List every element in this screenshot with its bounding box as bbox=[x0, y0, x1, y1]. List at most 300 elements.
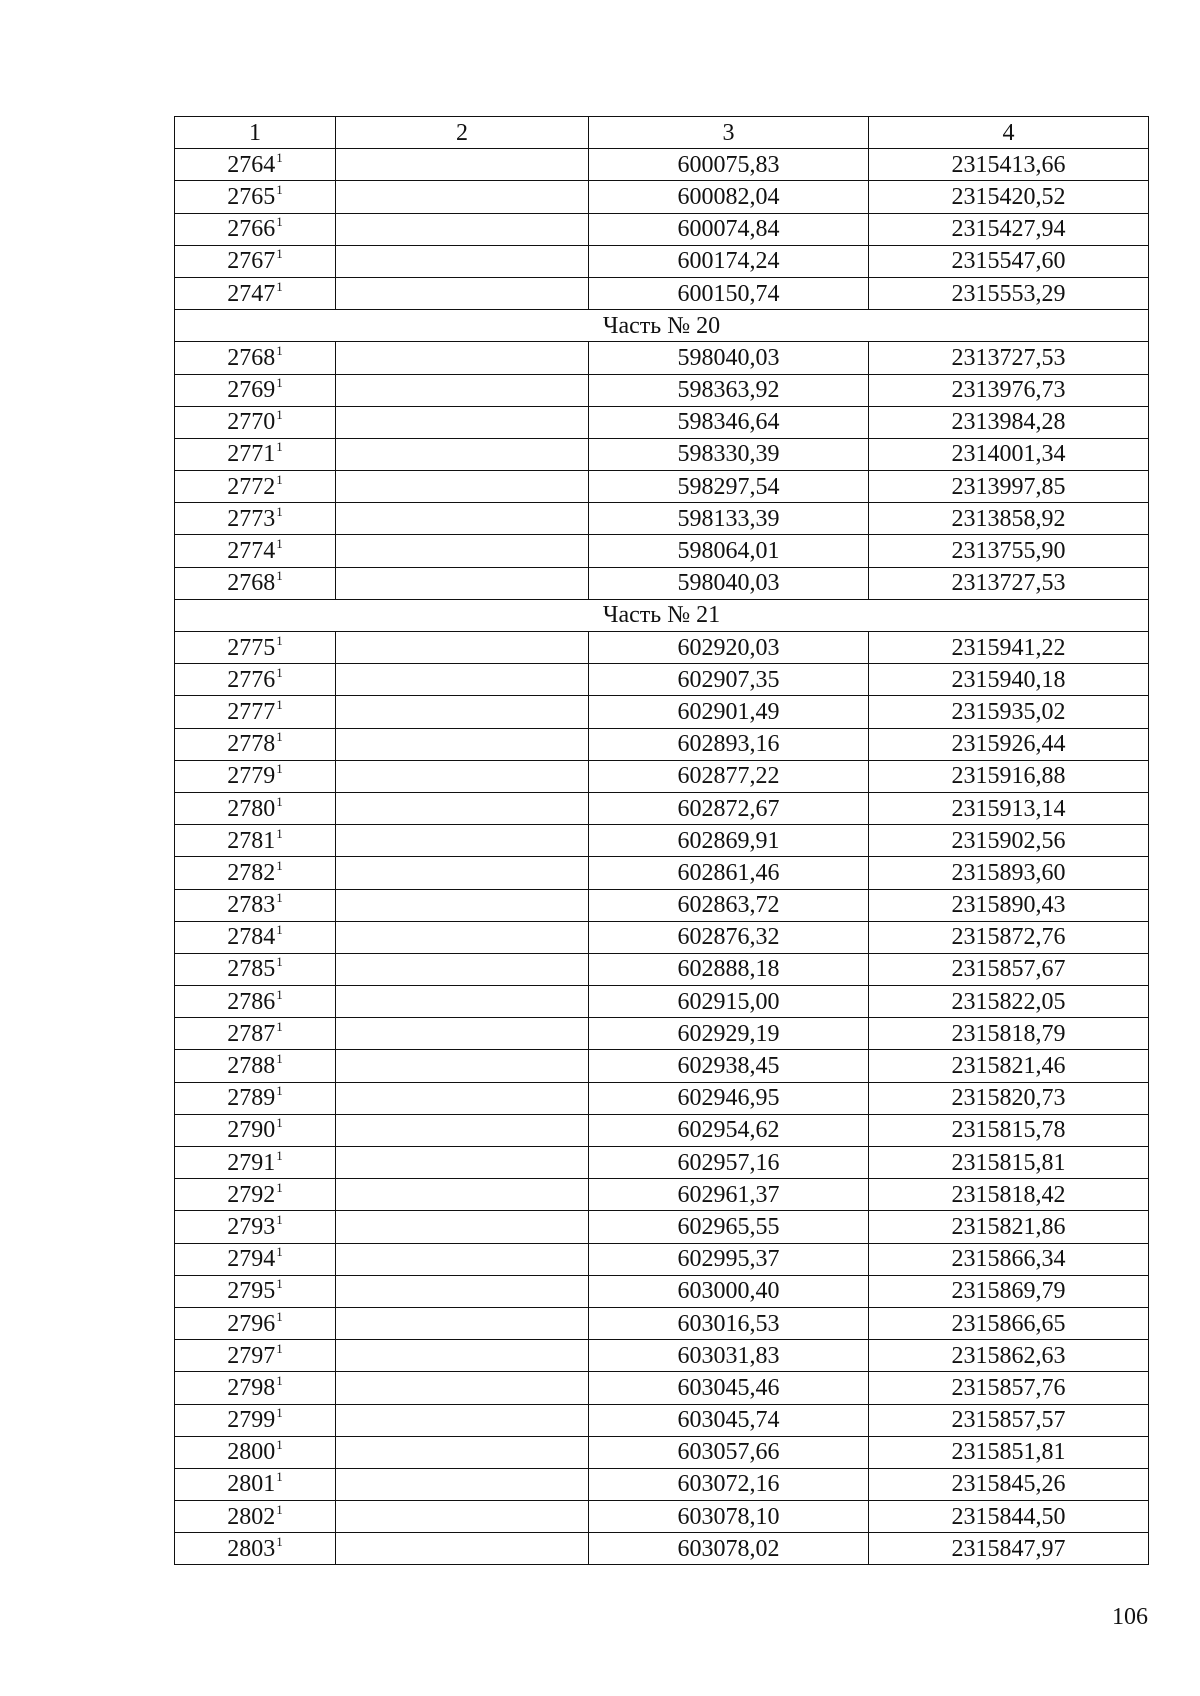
cell-col-3: 602938,45 bbox=[589, 1050, 869, 1082]
cell-col-2 bbox=[336, 181, 589, 213]
cell-col-3: 603016,53 bbox=[589, 1307, 869, 1339]
point-number: 2768 bbox=[227, 570, 276, 597]
cell-col-4: 2315866,65 bbox=[869, 1307, 1149, 1339]
table-row bbox=[175, 503, 1149, 535]
point-number: 2784 bbox=[227, 924, 276, 951]
cell-col-2 bbox=[336, 471, 589, 503]
cell-point-number bbox=[175, 1147, 336, 1179]
cell-col-3: 603057,66 bbox=[589, 1436, 869, 1468]
point-number-superscript: 1 bbox=[276, 922, 283, 938]
cell-point-number bbox=[175, 921, 336, 953]
cell-point-number bbox=[175, 728, 336, 760]
header-col-2: 2 bbox=[336, 117, 589, 149]
point-number-superscript: 1 bbox=[276, 1051, 283, 1067]
cell-point-number bbox=[175, 1436, 336, 1468]
table-row bbox=[175, 1147, 1149, 1179]
header-col-4: 4 bbox=[869, 117, 1149, 149]
cell-col-4: 2313976,73 bbox=[869, 374, 1149, 406]
cell-col-2 bbox=[336, 760, 589, 792]
cell-col-3: 602869,91 bbox=[589, 825, 869, 857]
point-number: 2767 bbox=[227, 248, 276, 275]
table-row bbox=[175, 1050, 1149, 1082]
cell-col-4: 2315926,44 bbox=[869, 728, 1149, 760]
point-number-superscript: 1 bbox=[276, 149, 283, 165]
point-number-superscript: 1 bbox=[276, 793, 283, 809]
cell-col-3: 598346,64 bbox=[589, 406, 869, 438]
cell-point-number bbox=[175, 1404, 336, 1436]
cell-col-4: 2315427,94 bbox=[869, 213, 1149, 245]
point-number: 2772 bbox=[227, 473, 276, 500]
point-number-superscript: 1 bbox=[276, 664, 283, 680]
cell-col-2 bbox=[336, 728, 589, 760]
point-number-superscript: 1 bbox=[276, 1018, 283, 1034]
cell-point-number bbox=[175, 1468, 336, 1500]
point-number: 2790 bbox=[227, 1117, 276, 1144]
point-number-superscript: 1 bbox=[276, 214, 283, 230]
cell-col-2 bbox=[336, 986, 589, 1018]
header-col-1: 1 bbox=[175, 117, 336, 149]
cell-point-number bbox=[175, 825, 336, 857]
cell-col-2 bbox=[336, 953, 589, 985]
cell-col-3: 598297,54 bbox=[589, 471, 869, 503]
cell-col-4: 2315845,26 bbox=[869, 1468, 1149, 1500]
cell-col-2 bbox=[336, 1372, 589, 1404]
cell-point-number bbox=[175, 1082, 336, 1114]
cell-col-3: 602907,35 bbox=[589, 664, 869, 696]
point-number-superscript: 1 bbox=[276, 1244, 283, 1260]
point-number: 2778 bbox=[227, 731, 276, 758]
point-number-superscript: 1 bbox=[276, 696, 283, 712]
point-number-superscript: 1 bbox=[276, 568, 283, 584]
table-row bbox=[175, 1275, 1149, 1307]
cell-point-number bbox=[175, 503, 336, 535]
table-row bbox=[175, 181, 1149, 213]
cell-point-number bbox=[175, 986, 336, 1018]
cell-col-2 bbox=[336, 213, 589, 245]
table-row bbox=[175, 632, 1149, 664]
point-number-superscript: 1 bbox=[276, 825, 283, 841]
cell-col-2 bbox=[336, 1468, 589, 1500]
cell-col-2 bbox=[336, 1114, 589, 1146]
cell-col-3: 603078,02 bbox=[589, 1533, 869, 1565]
cell-col-2 bbox=[336, 1275, 589, 1307]
cell-point-number bbox=[175, 1340, 336, 1372]
coordinates-table bbox=[174, 116, 1149, 1565]
point-number: 2771 bbox=[227, 441, 276, 468]
cell-point-number bbox=[175, 149, 336, 181]
cell-col-2 bbox=[336, 1533, 589, 1565]
cell-col-3: 602872,67 bbox=[589, 792, 869, 824]
cell-col-2 bbox=[336, 277, 589, 309]
cell-col-4: 2313755,90 bbox=[869, 535, 1149, 567]
table-row bbox=[175, 406, 1149, 438]
cell-col-3: 598064,01 bbox=[589, 535, 869, 567]
cell-col-4: 2315413,66 bbox=[869, 149, 1149, 181]
cell-col-3: 602929,19 bbox=[589, 1018, 869, 1050]
table-row bbox=[175, 149, 1149, 181]
cell-col-4: 2315857,76 bbox=[869, 1372, 1149, 1404]
point-number: 2801 bbox=[227, 1471, 276, 1498]
section-title: Часть № 20 bbox=[175, 310, 1149, 342]
cell-point-number bbox=[175, 567, 336, 599]
point-number-superscript: 1 bbox=[276, 342, 283, 358]
cell-col-4: 2315890,43 bbox=[869, 889, 1149, 921]
point-number-superscript: 1 bbox=[276, 1501, 283, 1517]
cell-col-2 bbox=[336, 438, 589, 470]
cell-col-4: 2313727,53 bbox=[869, 342, 1149, 374]
cell-col-3: 598133,39 bbox=[589, 503, 869, 535]
point-number-superscript: 1 bbox=[276, 1372, 283, 1388]
point-number-superscript: 1 bbox=[276, 503, 283, 519]
cell-col-2 bbox=[336, 535, 589, 567]
point-number-superscript: 1 bbox=[276, 1308, 283, 1324]
cell-col-3: 603000,40 bbox=[589, 1275, 869, 1307]
cell-point-number bbox=[175, 277, 336, 309]
point-number: 2780 bbox=[227, 795, 276, 822]
cell-col-4: 2315872,76 bbox=[869, 921, 1149, 953]
point-number: 2782 bbox=[227, 859, 276, 886]
cell-col-2 bbox=[336, 921, 589, 953]
point-number: 2795 bbox=[227, 1278, 276, 1305]
cell-col-4: 2315857,57 bbox=[869, 1404, 1149, 1436]
cell-col-4: 2314001,34 bbox=[869, 438, 1149, 470]
cell-col-2 bbox=[336, 1179, 589, 1211]
table-row bbox=[175, 342, 1149, 374]
cell-col-4: 2315553,29 bbox=[869, 277, 1149, 309]
coordinates-table-body bbox=[175, 149, 1149, 1565]
cell-point-number bbox=[175, 342, 336, 374]
table-row bbox=[175, 1179, 1149, 1211]
cell-col-2 bbox=[336, 664, 589, 696]
cell-col-3: 602863,72 bbox=[589, 889, 869, 921]
cell-col-4: 2315822,05 bbox=[869, 986, 1149, 1018]
cell-col-4: 2313727,53 bbox=[869, 567, 1149, 599]
cell-col-3: 603045,74 bbox=[589, 1404, 869, 1436]
cell-col-3: 603031,83 bbox=[589, 1340, 869, 1372]
point-number: 2798 bbox=[227, 1374, 276, 1401]
cell-col-3: 600174,24 bbox=[589, 245, 869, 277]
cell-point-number bbox=[175, 1501, 336, 1533]
cell-point-number bbox=[175, 1372, 336, 1404]
table-row bbox=[175, 921, 1149, 953]
cell-col-2 bbox=[336, 1050, 589, 1082]
cell-col-3: 598040,03 bbox=[589, 342, 869, 374]
cell-point-number bbox=[175, 953, 336, 985]
cell-col-3: 603078,10 bbox=[589, 1501, 869, 1533]
cell-col-3: 598040,03 bbox=[589, 567, 869, 599]
point-number: 2788 bbox=[227, 1053, 276, 1080]
point-number: 2800 bbox=[227, 1439, 276, 1466]
table-row bbox=[175, 1307, 1149, 1339]
section-row bbox=[175, 599, 1149, 631]
cell-col-4: 2315940,18 bbox=[869, 664, 1149, 696]
table-row bbox=[175, 760, 1149, 792]
cell-col-4: 2315851,81 bbox=[869, 1436, 1149, 1468]
point-number-superscript: 1 bbox=[276, 439, 283, 455]
cell-col-2 bbox=[336, 1436, 589, 1468]
point-number-superscript: 1 bbox=[276, 1179, 283, 1195]
cell-col-3: 602861,46 bbox=[589, 857, 869, 889]
cell-col-4: 2315847,97 bbox=[869, 1533, 1149, 1565]
point-number: 2796 bbox=[227, 1310, 276, 1337]
cell-point-number bbox=[175, 1211, 336, 1243]
section-title: Часть № 21 bbox=[175, 599, 1149, 631]
table-row bbox=[175, 567, 1149, 599]
table-row bbox=[175, 471, 1149, 503]
cell-col-2 bbox=[336, 374, 589, 406]
point-number-superscript: 1 bbox=[276, 954, 283, 970]
point-number-superscript: 1 bbox=[276, 890, 283, 906]
cell-col-2 bbox=[336, 567, 589, 599]
cell-point-number bbox=[175, 245, 336, 277]
cell-point-number bbox=[175, 1018, 336, 1050]
point-number-superscript: 1 bbox=[276, 278, 283, 294]
table-row bbox=[175, 438, 1149, 470]
cell-col-2 bbox=[336, 1404, 589, 1436]
cell-point-number bbox=[175, 374, 336, 406]
cell-col-4: 2315941,22 bbox=[869, 632, 1149, 664]
table-row bbox=[175, 1468, 1149, 1500]
cell-col-2 bbox=[336, 696, 589, 728]
table-row bbox=[175, 1372, 1149, 1404]
cell-col-2 bbox=[336, 1082, 589, 1114]
cell-point-number bbox=[175, 1114, 336, 1146]
cell-point-number bbox=[175, 535, 336, 567]
cell-point-number bbox=[175, 1050, 336, 1082]
cell-col-2 bbox=[336, 889, 589, 921]
table-row bbox=[175, 213, 1149, 245]
cell-col-2 bbox=[336, 1307, 589, 1339]
point-number: 2768 bbox=[227, 344, 276, 371]
cell-point-number bbox=[175, 1533, 336, 1565]
table-row bbox=[175, 245, 1149, 277]
point-number: 2747 bbox=[227, 280, 276, 307]
cell-point-number bbox=[175, 664, 336, 696]
cell-col-3: 603072,16 bbox=[589, 1468, 869, 1500]
table-row bbox=[175, 1082, 1149, 1114]
point-number-superscript: 1 bbox=[276, 1083, 283, 1099]
cell-point-number bbox=[175, 471, 336, 503]
table-row bbox=[175, 696, 1149, 728]
point-number-superscript: 1 bbox=[276, 246, 283, 262]
cell-point-number bbox=[175, 632, 336, 664]
cell-col-4: 2315821,46 bbox=[869, 1050, 1149, 1082]
cell-col-4: 2313997,85 bbox=[869, 471, 1149, 503]
cell-col-4: 2315815,78 bbox=[869, 1114, 1149, 1146]
point-number: 2766 bbox=[227, 216, 276, 243]
table-row bbox=[175, 792, 1149, 824]
header-row bbox=[175, 117, 1149, 149]
point-number-superscript: 1 bbox=[276, 375, 283, 391]
point-number: 2797 bbox=[227, 1342, 276, 1369]
point-number: 2776 bbox=[227, 666, 276, 693]
table-row bbox=[175, 1114, 1149, 1146]
table-row bbox=[175, 825, 1149, 857]
cell-col-2 bbox=[336, 503, 589, 535]
cell-col-2 bbox=[336, 245, 589, 277]
point-number: 2779 bbox=[227, 763, 276, 790]
cell-col-4: 2315893,60 bbox=[869, 857, 1149, 889]
point-number: 2773 bbox=[227, 505, 276, 532]
point-number: 2775 bbox=[227, 634, 276, 661]
cell-col-3: 600074,84 bbox=[589, 213, 869, 245]
point-number: 2777 bbox=[227, 698, 276, 725]
table-row bbox=[175, 1018, 1149, 1050]
point-number-superscript: 1 bbox=[276, 1147, 283, 1163]
point-number-superscript: 1 bbox=[276, 761, 283, 777]
cell-col-2 bbox=[336, 1340, 589, 1372]
table-row bbox=[175, 1340, 1149, 1372]
cell-point-number bbox=[175, 696, 336, 728]
cell-col-2 bbox=[336, 1501, 589, 1533]
cell-col-4: 2315815,81 bbox=[869, 1147, 1149, 1179]
cell-col-4: 2315935,02 bbox=[869, 696, 1149, 728]
point-number-superscript: 1 bbox=[276, 632, 283, 648]
cell-col-3: 602946,95 bbox=[589, 1082, 869, 1114]
point-number-superscript: 1 bbox=[276, 536, 283, 552]
cell-col-2 bbox=[336, 792, 589, 824]
point-number-superscript: 1 bbox=[276, 1533, 283, 1549]
table-row bbox=[175, 277, 1149, 309]
header-col-3: 3 bbox=[589, 117, 869, 149]
cell-col-2 bbox=[336, 149, 589, 181]
point-number: 2799 bbox=[227, 1407, 276, 1434]
cell-col-4: 2315844,50 bbox=[869, 1501, 1149, 1533]
point-number: 2765 bbox=[227, 183, 276, 210]
cell-col-4: 2315862,63 bbox=[869, 1340, 1149, 1372]
cell-point-number bbox=[175, 889, 336, 921]
point-number: 2764 bbox=[227, 151, 276, 178]
table-row bbox=[175, 535, 1149, 567]
cell-col-3: 600150,74 bbox=[589, 277, 869, 309]
table-row bbox=[175, 986, 1149, 1018]
table-row bbox=[175, 953, 1149, 985]
cell-col-2 bbox=[336, 825, 589, 857]
point-number-superscript: 1 bbox=[276, 1405, 283, 1421]
cell-col-4: 2315913,14 bbox=[869, 792, 1149, 824]
page-number: 106 bbox=[1112, 1604, 1148, 1630]
point-number-superscript: 1 bbox=[276, 1211, 283, 1227]
point-number: 2770 bbox=[227, 409, 276, 436]
point-number-superscript: 1 bbox=[276, 1276, 283, 1292]
cell-col-3: 602965,55 bbox=[589, 1211, 869, 1243]
cell-col-4: 2315818,79 bbox=[869, 1018, 1149, 1050]
cell-col-3: 598330,39 bbox=[589, 438, 869, 470]
point-number-superscript: 1 bbox=[276, 471, 283, 487]
cell-point-number bbox=[175, 406, 336, 438]
cell-point-number bbox=[175, 438, 336, 470]
cell-point-number bbox=[175, 181, 336, 213]
point-number: 2774 bbox=[227, 538, 276, 565]
cell-col-2 bbox=[336, 1211, 589, 1243]
cell-col-2 bbox=[336, 857, 589, 889]
table-header bbox=[175, 117, 1149, 149]
cell-col-4: 2315857,67 bbox=[869, 953, 1149, 985]
cell-col-3: 602915,00 bbox=[589, 986, 869, 1018]
cell-col-3: 602893,16 bbox=[589, 728, 869, 760]
point-number-superscript: 1 bbox=[276, 407, 283, 423]
cell-point-number bbox=[175, 213, 336, 245]
cell-col-3: 600082,04 bbox=[589, 181, 869, 213]
cell-col-3: 602995,37 bbox=[589, 1243, 869, 1275]
point-number: 2781 bbox=[227, 827, 276, 854]
point-number: 2794 bbox=[227, 1246, 276, 1273]
table-row bbox=[175, 664, 1149, 696]
point-number: 2793 bbox=[227, 1213, 276, 1240]
cell-point-number bbox=[175, 1275, 336, 1307]
cell-point-number bbox=[175, 857, 336, 889]
table-row bbox=[175, 857, 1149, 889]
cell-col-3: 602957,16 bbox=[589, 1147, 869, 1179]
cell-col-2 bbox=[336, 342, 589, 374]
table-row bbox=[175, 1501, 1149, 1533]
point-number: 2791 bbox=[227, 1149, 276, 1176]
cell-col-3: 602961,37 bbox=[589, 1179, 869, 1211]
cell-col-2 bbox=[336, 406, 589, 438]
point-number: 2783 bbox=[227, 892, 276, 919]
cell-col-2 bbox=[336, 1147, 589, 1179]
cell-col-4: 2315902,56 bbox=[869, 825, 1149, 857]
table-row bbox=[175, 374, 1149, 406]
table-row bbox=[175, 1533, 1149, 1565]
cell-col-4: 2315869,79 bbox=[869, 1275, 1149, 1307]
cell-col-4: 2315420,52 bbox=[869, 181, 1149, 213]
cell-point-number bbox=[175, 1307, 336, 1339]
cell-col-2 bbox=[336, 1243, 589, 1275]
point-number-superscript: 1 bbox=[276, 1115, 283, 1131]
point-number: 2792 bbox=[227, 1181, 276, 1208]
cell-col-3: 603045,46 bbox=[589, 1372, 869, 1404]
point-number-superscript: 1 bbox=[276, 986, 283, 1002]
table-row bbox=[175, 1243, 1149, 1275]
cell-col-4: 2313858,92 bbox=[869, 503, 1149, 535]
point-number-superscript: 1 bbox=[276, 1340, 283, 1356]
cell-col-4: 2313984,28 bbox=[869, 406, 1149, 438]
cell-col-3: 602901,49 bbox=[589, 696, 869, 728]
point-number: 2786 bbox=[227, 988, 276, 1015]
cell-col-4: 2315818,42 bbox=[869, 1179, 1149, 1211]
cell-point-number bbox=[175, 792, 336, 824]
cell-col-4: 2315820,73 bbox=[869, 1082, 1149, 1114]
cell-col-4: 2315547,60 bbox=[869, 245, 1149, 277]
point-number-superscript: 1 bbox=[276, 729, 283, 745]
table-row bbox=[175, 889, 1149, 921]
cell-col-3: 602876,32 bbox=[589, 921, 869, 953]
cell-point-number bbox=[175, 1243, 336, 1275]
point-number: 2769 bbox=[227, 377, 276, 404]
cell-col-4: 2315866,34 bbox=[869, 1243, 1149, 1275]
table-row bbox=[175, 1404, 1149, 1436]
cell-col-3: 602954,62 bbox=[589, 1114, 869, 1146]
cell-col-3: 602920,03 bbox=[589, 632, 869, 664]
cell-col-2 bbox=[336, 632, 589, 664]
cell-col-3: 600075,83 bbox=[589, 149, 869, 181]
cell-col-3: 598363,92 bbox=[589, 374, 869, 406]
cell-point-number bbox=[175, 1179, 336, 1211]
cell-col-4: 2315916,88 bbox=[869, 760, 1149, 792]
point-number: 2803 bbox=[227, 1535, 276, 1562]
point-number: 2789 bbox=[227, 1085, 276, 1112]
point-number: 2785 bbox=[227, 956, 276, 983]
table-row bbox=[175, 1211, 1149, 1243]
point-number: 2787 bbox=[227, 1020, 276, 1047]
cell-col-2 bbox=[336, 1018, 589, 1050]
cell-col-4: 2315821,86 bbox=[869, 1211, 1149, 1243]
cell-point-number bbox=[175, 760, 336, 792]
point-number-superscript: 1 bbox=[276, 1469, 283, 1485]
table-row bbox=[175, 1436, 1149, 1468]
point-number-superscript: 1 bbox=[276, 857, 283, 873]
